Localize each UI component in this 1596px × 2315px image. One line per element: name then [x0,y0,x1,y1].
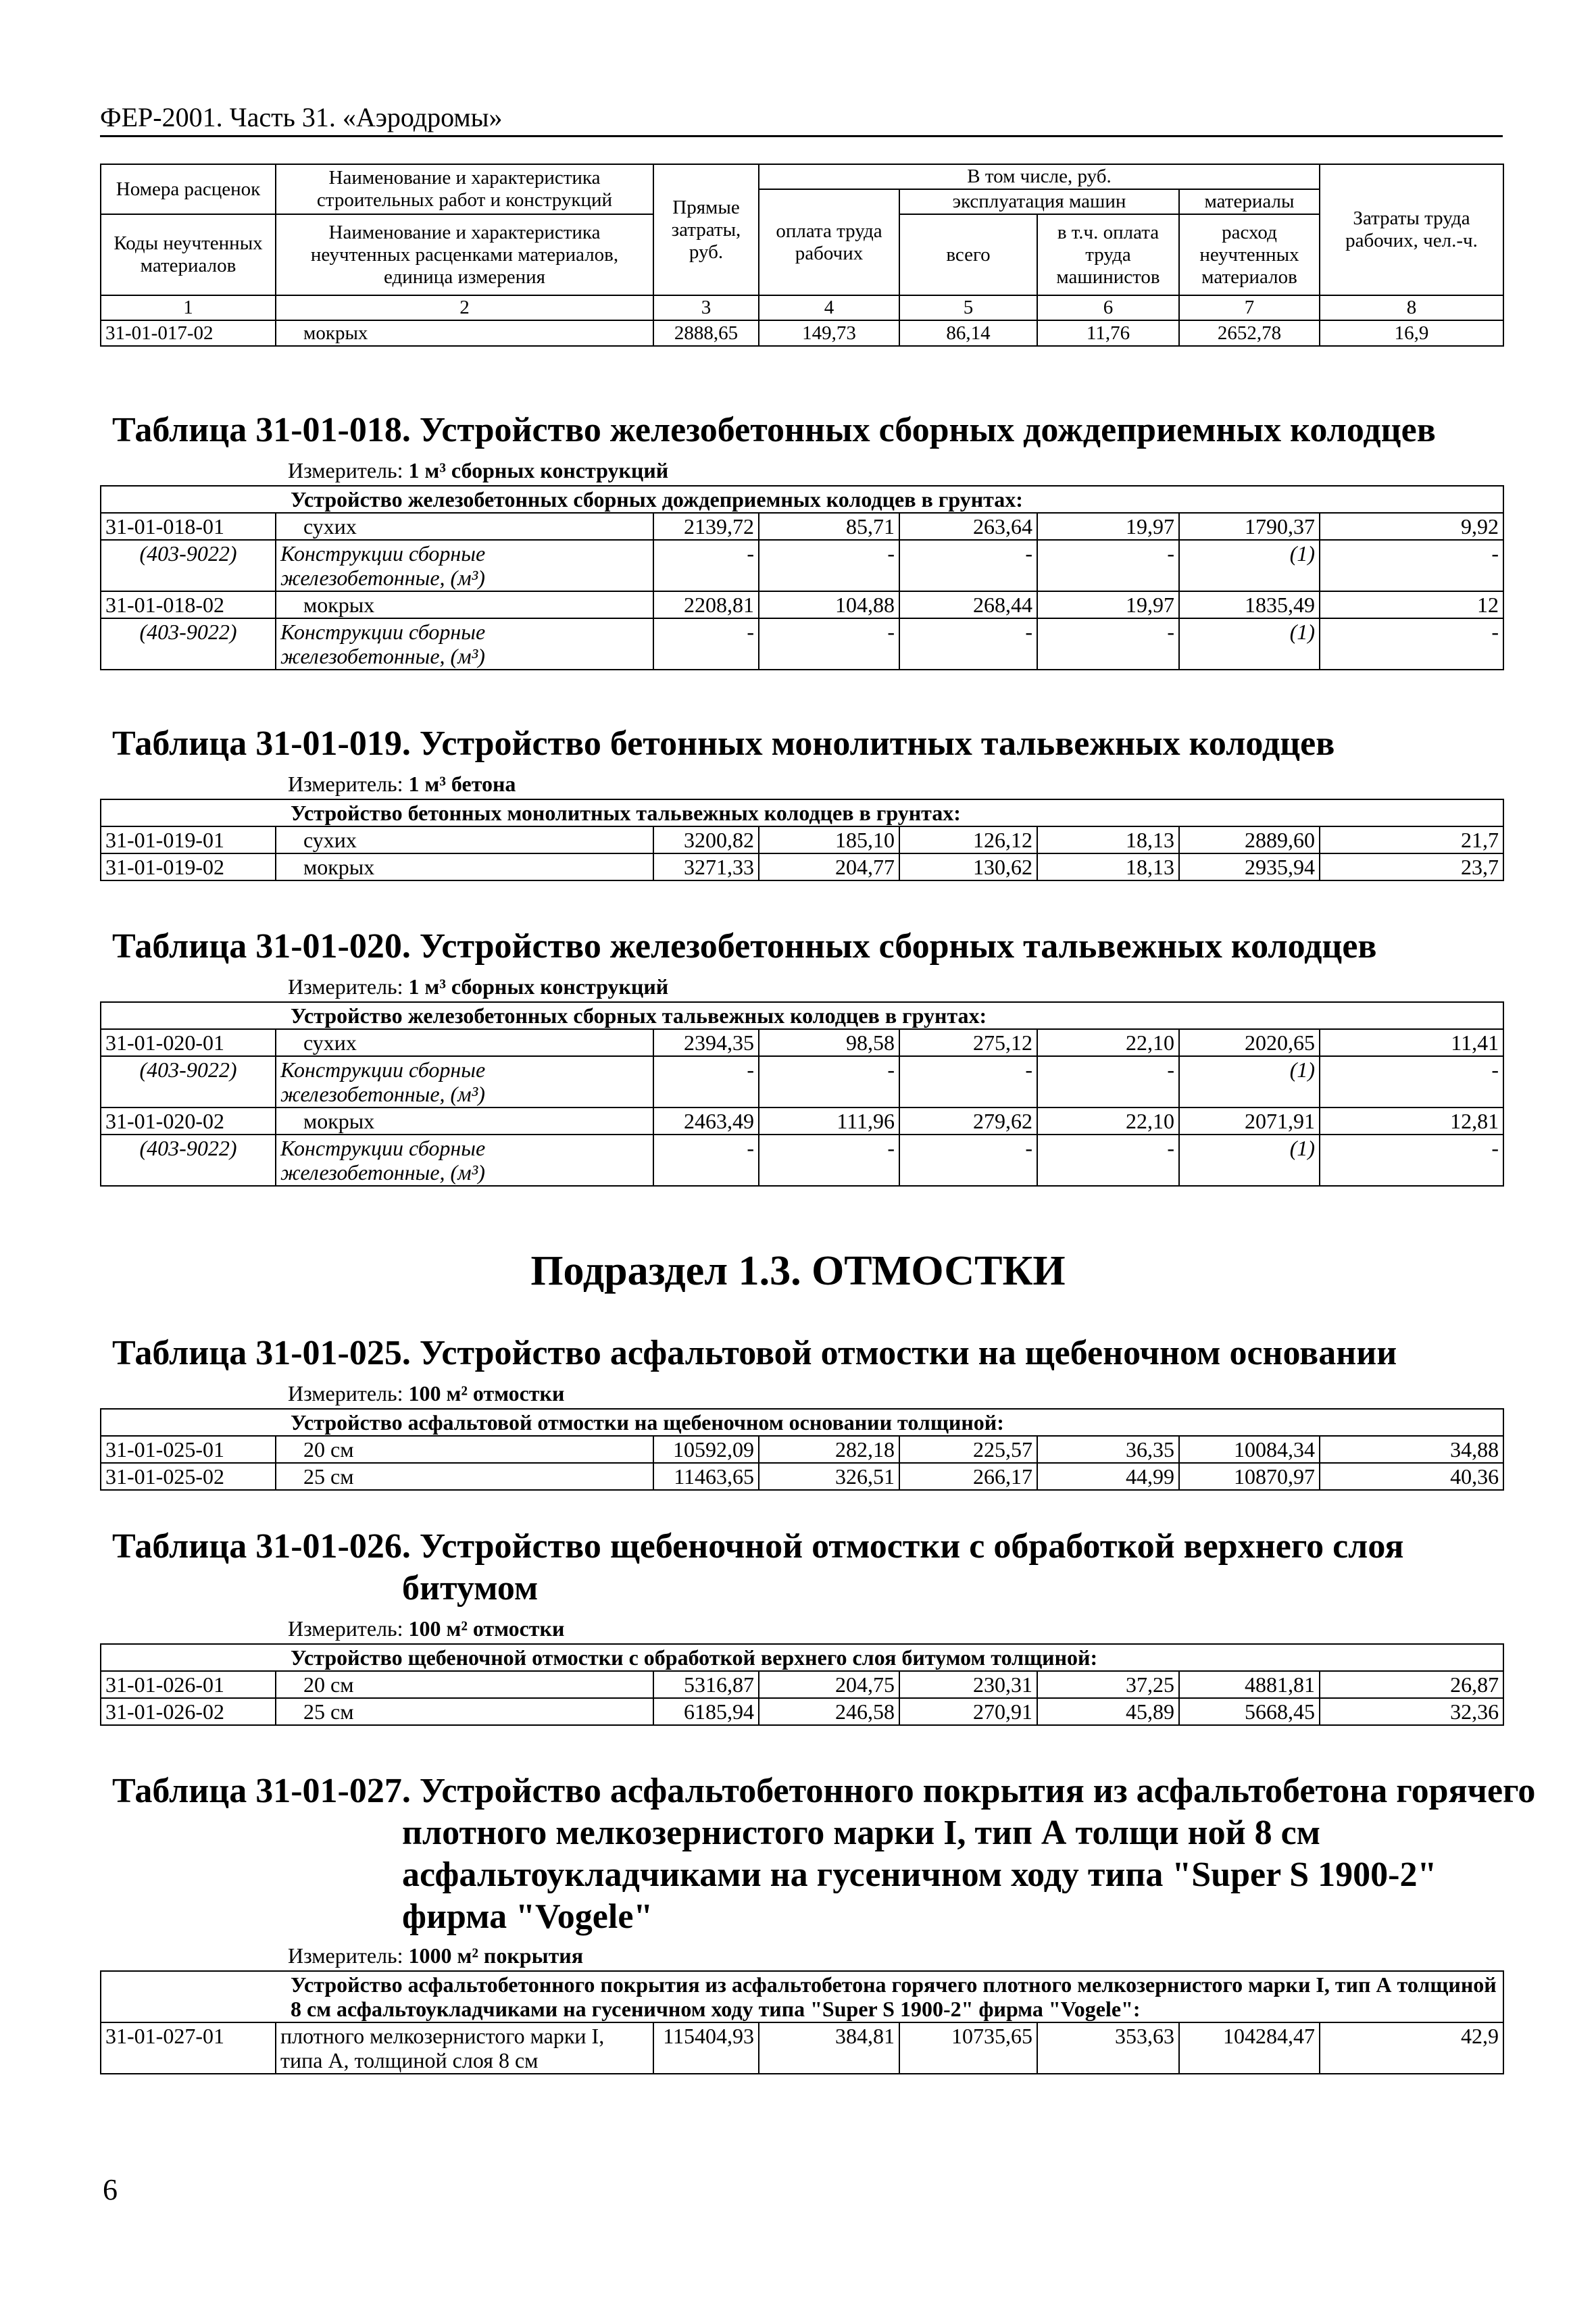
rate-name: сухих [276,826,653,853]
col-materials-header: материалы [1179,189,1320,214]
table-019-measure: Измеритель: 1 м³ бетона [288,772,516,796]
table-019-title: Таблица 31-01-019. Устройство бетонных монолитных тальвежных колодцев [112,724,1335,763]
labor-hours: 23,7 [1320,853,1503,880]
rate-name: плотного мелкозернистого марки I, типа А, толщиной слоя 8 см [276,2022,653,2074]
machines-total: 279,62 [899,1107,1037,1135]
material-quantity: (1) [1179,540,1320,591]
col-num: 6 [1037,295,1179,320]
col-labor-hours-header: Затраты труда рабочих, чел.-ч. [1320,164,1503,295]
wages: 204,77 [759,853,899,880]
machines-total: 270,91 [899,1698,1037,1725]
labor-hours: 12,81 [1320,1107,1503,1135]
table-row [101,1107,1503,1135]
direct-cost: 3200,82 [653,826,759,853]
wages: 85,71 [759,513,899,540]
materials: 5668,45 [1179,1698,1320,1725]
labor-hours: 16,9 [1320,320,1503,346]
operators-wages: 45,89 [1037,1698,1179,1725]
direct-cost: 11463,65 [653,1463,759,1490]
operators-wages: 11,76 [1037,320,1179,346]
material-quantity: (1) [1179,1135,1320,1186]
rate-code: 31-01-027-01 [101,2022,276,2074]
table-row [101,513,1503,540]
table-025-group: Устройство асфальтовой отмостки на щебеночном основании толщиной: [101,1409,1503,1436]
dash: - [759,1056,899,1107]
table-018-title: Таблица 31-01-018. Устройство железобетонных сборных дождеприемных колодцев [112,411,1436,449]
table-025-measure: Измеритель: 100 м² отмостки [288,1381,565,1405]
dash: - [759,540,899,591]
rate-name: сухих [276,1029,653,1056]
dash: - [1037,1056,1179,1107]
rate-code: 31-01-019-02 [101,853,276,880]
rate-code: 31-01-026-02 [101,1698,276,1725]
machines-total: 225,57 [899,1436,1037,1463]
material-quantity: (1) [1179,618,1320,670]
table-row [101,320,1503,346]
dash: - [653,1056,759,1107]
table-row [101,853,1503,880]
table-027-title: Таблица 31-01-027. Устройство асфальтобетонного покрытия из асфальтобетона горячего плотного мелкозернистого марки I, тип А толщи ной 8 см асфальтоукладчиками на гусеничном ходу типа "Super S 1900-2" фирма "Vogele" [112,1772,1536,1936]
table-026-title: Таблица 31-01-026. Устройство щебеночной отмостки с обработкой верхнего слоя битумом [112,1527,1404,1608]
col-codes-header: Номера расценок [101,164,276,214]
table-020-group: Устройство железобетонных сборных тальвежных колодцев в грунтах: [101,1002,1503,1029]
col-wages-header: оплата труда рабочих [759,189,899,295]
table-row [101,1671,1503,1698]
wages: 104,88 [759,591,899,618]
dash: - [899,540,1037,591]
machines-total: 263,64 [899,513,1037,540]
header-rule [100,135,1503,137]
materials: 104284,47 [1179,2022,1320,2074]
dash: - [1320,540,1503,591]
col-num: 4 [759,295,899,320]
material-code: (403-9022) [101,1056,276,1107]
materials: 2071,91 [1179,1107,1320,1135]
material-code: (403-9022) [101,540,276,591]
machines-total: 86,14 [899,320,1037,346]
materials: 2889,60 [1179,826,1320,853]
dash: - [759,618,899,670]
table-026 [100,1643,1504,1726]
material-code: (403-9022) [101,1135,276,1186]
direct-cost: 6185,94 [653,1698,759,1725]
dash: - [653,618,759,670]
material-name: Конструкции сборные железобетонные, (м³) [276,1056,653,1107]
col-machines-header: эксплуатация машин [899,189,1179,214]
table-row [101,1135,1503,1186]
machines-total: 126,12 [899,826,1037,853]
table-row [101,1029,1503,1056]
col-unaccounted-name-header: Наименование и характеристика неучтенных расценками материалов, единица измерения [276,214,653,295]
page-number: 6 [103,2173,118,2206]
material-name: Конструкции сборные железобетонные, (м³) [276,618,653,670]
page-header: ФЕР-2001. Часть 31. «Аэродромы» [100,102,503,132]
operators-wages: 22,10 [1037,1029,1179,1056]
dash: - [899,618,1037,670]
table-019-group: Устройство бетонных монолитных тальвежных колодцев в грунтах: [101,799,1503,826]
table-020 [100,1001,1504,1187]
machines-total: 10735,65 [899,2022,1037,2074]
operators-wages: 36,35 [1037,1436,1179,1463]
col-num: 7 [1179,295,1320,320]
materials: 2652,78 [1179,320,1320,346]
labor-hours: 21,7 [1320,826,1503,853]
col-direct-cost-header: Прямые затраты, руб. [653,164,759,295]
operators-wages: 18,13 [1037,826,1179,853]
dash: - [1320,1056,1503,1107]
col-num: 3 [653,295,759,320]
table-027-group: Устройство асфальтобетонного покрытия из асфальтобетона горячего плотного мелкозернистого марки I, тип А толщиной 8 см асфальтоукладчиками на гусеничном ходу типа "Super S 1900-2" фирма "Vogele": [101,1971,1503,2022]
labor-hours: 26,87 [1320,1671,1503,1698]
material-name: Конструкции сборные железобетонные, (м³) [276,540,653,591]
direct-cost: 115404,93 [653,2022,759,2074]
wages: 149,73 [759,320,899,346]
materials: 1790,37 [1179,513,1320,540]
labor-hours: 12 [1320,591,1503,618]
table-row [101,826,1503,853]
direct-cost: 2463,49 [653,1107,759,1135]
column-header-table [100,164,1504,347]
machines-total: 266,17 [899,1463,1037,1490]
rate-name: 20 см [276,1671,653,1698]
col-num: 2 [276,295,653,320]
machines-total: 268,44 [899,591,1037,618]
table-018-measure: Измеритель: 1 м³ сборных конструкций [288,458,669,482]
machines-total: 275,12 [899,1029,1037,1056]
rate-code: 31-01-020-01 [101,1029,276,1056]
operators-wages: 18,13 [1037,853,1179,880]
direct-cost: 2394,35 [653,1029,759,1056]
col-num: 1 [101,295,276,320]
material-quantity: (1) [1179,1056,1320,1107]
dash: - [653,1135,759,1186]
col-machines-total-header: всего [899,214,1037,295]
wages: 204,75 [759,1671,899,1698]
rate-code: 31-01-018-01 [101,513,276,540]
materials: 10870,97 [1179,1463,1320,1490]
table-row [101,1056,1503,1107]
direct-cost: 3271,33 [653,853,759,880]
table-row [101,540,1503,591]
materials: 2020,65 [1179,1029,1320,1056]
rate-name: 25 см [276,1463,653,1490]
col-operators-wages-header: в т.ч. оплата труда машинистов [1037,214,1179,295]
wages: 384,81 [759,2022,899,2074]
col-name-header: Наименование и характеристика строительных работ и конструкций [276,164,653,214]
table-row [101,2022,1503,2074]
direct-cost: 2139,72 [653,513,759,540]
rate-name: сухих [276,513,653,540]
dash: - [1037,1135,1179,1186]
rate-code: 31-01-026-01 [101,1671,276,1698]
rate-name: мокрых [276,1107,653,1135]
dash: - [899,1135,1037,1186]
wages: 246,58 [759,1698,899,1725]
rate-code: 31-01-025-02 [101,1463,276,1490]
direct-cost: 5316,87 [653,1671,759,1698]
wages: 185,10 [759,826,899,853]
labor-hours: 34,88 [1320,1436,1503,1463]
col-unaccounted-codes-header: Коды неучтенных материалов [101,214,276,295]
rate-name: 20 см [276,1436,653,1463]
operators-wages: 353,63 [1037,2022,1179,2074]
table-027 [100,1970,1504,2074]
rate-code: 31-01-018-02 [101,591,276,618]
labor-hours: 9,92 [1320,513,1503,540]
rate-name: 25 см [276,1698,653,1725]
col-material-consumption-header: расход неучтенных материалов [1179,214,1320,295]
table-026-measure: Измеритель: 100 м² отмостки [288,1616,565,1641]
direct-cost: 2208,81 [653,591,759,618]
dash: - [653,540,759,591]
materials: 1835,49 [1179,591,1320,618]
materials: 10084,34 [1179,1436,1320,1463]
dash: - [1037,618,1179,670]
wages: 282,18 [759,1436,899,1463]
col-including-header: В том числе, руб. [759,164,1320,189]
table-020-title: Таблица 31-01-020. Устройство железобетонных сборных тальвежных колодцев [112,927,1377,966]
rate-name: мокрых [276,320,653,346]
wages: 326,51 [759,1463,899,1490]
table-025-title: Таблица 31-01-025. Устройство асфальтовой отмостки на щебеночном основании [112,1334,1397,1372]
table-018-group: Устройство железобетонных сборных дождеприемных колодцев в грунтах: [101,486,1503,513]
operators-wages: 19,97 [1037,591,1179,618]
table-019 [100,799,1504,881]
dash: - [1320,618,1503,670]
materials: 2935,94 [1179,853,1320,880]
rate-code: 31-01-017-02 [101,320,276,346]
labor-hours: 42,9 [1320,2022,1503,2074]
machines-total: 130,62 [899,853,1037,880]
dash: - [759,1135,899,1186]
table-row [101,1463,1503,1490]
materials: 4881,81 [1179,1671,1320,1698]
labor-hours: 32,36 [1320,1698,1503,1725]
col-num: 5 [899,295,1037,320]
operators-wages: 19,97 [1037,513,1179,540]
material-code: (403-9022) [101,618,276,670]
direct-cost: 2888,65 [653,320,759,346]
table-row [101,591,1503,618]
wages: 111,96 [759,1107,899,1135]
rate-code: 31-01-019-01 [101,826,276,853]
rate-code: 31-01-020-02 [101,1107,276,1135]
table-row [101,618,1503,670]
table-020-measure: Измеритель: 1 м³ сборных конструкций [288,974,669,999]
table-027-measure: Измеритель: 1000 м² покрытия [288,1943,584,1968]
rate-name: мокрых [276,853,653,880]
rate-code: 31-01-025-01 [101,1436,276,1463]
table-018 [100,485,1504,670]
operators-wages: 44,99 [1037,1463,1179,1490]
wages: 98,58 [759,1029,899,1056]
table-025 [100,1408,1504,1491]
labor-hours: 11,41 [1320,1029,1503,1056]
rate-name: мокрых [276,591,653,618]
dash: - [899,1056,1037,1107]
table-row [101,1698,1503,1725]
labor-hours: 40,36 [1320,1463,1503,1490]
dash: - [1037,540,1179,591]
table-026-group: Устройство щебеночной отмостки с обработкой верхнего слоя битумом толщиной: [101,1644,1503,1671]
direct-cost: 10592,09 [653,1436,759,1463]
col-num: 8 [1320,295,1503,320]
operators-wages: 37,25 [1037,1671,1179,1698]
operators-wages: 22,10 [1037,1107,1179,1135]
table-row [101,1436,1503,1463]
material-name: Конструкции сборные железобетонные, (м³) [276,1135,653,1186]
dash: - [1320,1135,1503,1186]
subsection-title: Подраздел 1.3. ОТМОСТКИ [530,1248,1066,1294]
machines-total: 230,31 [899,1671,1037,1698]
